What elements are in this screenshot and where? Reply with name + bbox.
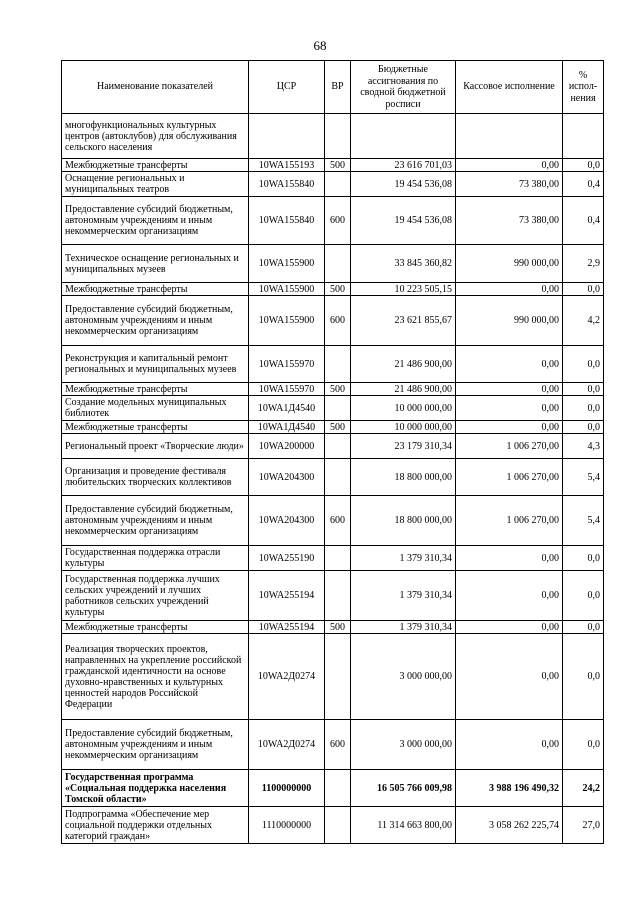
cell-cash: 0,00 [456,383,563,396]
table-row [62,459,604,496]
cell-cash: 0,00 [456,346,563,383]
cell-assigned: 1 379 310,34 [351,621,456,634]
cell-assigned: 10 000 000,00 [351,396,456,421]
cell-name: Межбюджетные трансферты [62,383,249,396]
cell-vr: 500 [325,383,351,396]
cell-percent: 0,0 [563,621,604,634]
cell-percent: 0,4 [563,197,604,245]
table-row [62,496,604,546]
cell-vr [325,571,351,621]
cell-assigned: 23 621 855,67 [351,296,456,346]
cell-csr: 10WA1Д4540 [249,396,325,421]
table-row [62,396,604,421]
cell-percent: 4,3 [563,434,604,459]
table-body [62,114,604,844]
cell-percent: 5,4 [563,496,604,546]
cell-assigned: 21 486 900,00 [351,383,456,396]
cell-percent: 0,0 [563,720,604,770]
cell-percent: 0,0 [563,159,604,172]
cell-percent [563,114,604,159]
cell-cash: 0,00 [456,283,563,296]
table-row [62,346,604,383]
cell-csr: 10WA255194 [249,621,325,634]
cell-percent: 0,0 [563,383,604,396]
cell-assigned: 23 179 310,34 [351,434,456,459]
cell-cash: 990 000,00 [456,245,563,283]
cell-vr: 600 [325,296,351,346]
cell-vr [325,396,351,421]
cell-name: Межбюджетные трансферты [62,421,249,434]
cell-csr [249,114,325,159]
header-vr: ВР [325,61,351,114]
header-assigned: Бюджетные ассигнования по сводной бюджетной росписи [351,61,456,114]
cell-assigned: 16 505 766 009,98 [351,770,456,807]
cell-name: Предоставление субсидий бюджетным, автономным учреждениям и иным некоммерческим организациям [62,197,249,245]
cell-name: многофункциональных культурных центров (автоклубов) для обслуживания сельского населения [62,114,249,159]
cell-percent: 24,2 [563,770,604,807]
cell-assigned: 3 000 000,00 [351,634,456,720]
table-row [62,197,604,245]
cell-cash: 0,00 [456,159,563,172]
cell-assigned: 1 379 310,34 [351,546,456,571]
cell-assigned: 33 845 360,82 [351,245,456,283]
cell-cash: 0,00 [456,421,563,434]
cell-assigned: 21 486 900,00 [351,346,456,383]
cell-percent: 0,0 [563,346,604,383]
table-header-row [62,61,604,114]
cell-vr [325,459,351,496]
cell-vr: 500 [325,621,351,634]
cell-percent: 4,2 [563,296,604,346]
cell-assigned: 10 000 000,00 [351,421,456,434]
table-row [62,421,604,434]
cell-name: Оснащение региональных и муниципальных театров [62,172,249,197]
cell-cash: 73 380,00 [456,172,563,197]
table-row [62,546,604,571]
cell-percent: 5,4 [563,459,604,496]
cell-assigned: 19 454 536,08 [351,197,456,245]
cell-assigned: 10 223 505,15 [351,283,456,296]
cell-name: Предоставление субсидий бюджетным, автономным учреждениям и иным некоммерческим организациям [62,720,249,770]
cell-vr [325,114,351,159]
cell-cash: 1 006 270,00 [456,434,563,459]
cell-assigned: 1 379 310,34 [351,571,456,621]
cell-csr: 10WA155840 [249,197,325,245]
cell-name: Региональный проект «Творческие люди» [62,434,249,459]
table-row [62,720,604,770]
cell-vr: 500 [325,159,351,172]
header-csr: ЦСР [249,61,325,114]
cell-csr: 10WA155840 [249,172,325,197]
cell-cash: 0,00 [456,546,563,571]
cell-csr: 10WA155900 [249,296,325,346]
cell-csr: 10WA255194 [249,571,325,621]
cell-csr: 10WA1Д4540 [249,421,325,434]
cell-assigned: 18 800 000,00 [351,459,456,496]
cell-csr: 10WA204300 [249,496,325,546]
page-number: 68 [313,38,327,53]
cell-name: Создание модельных муниципальных библиотек [62,396,249,421]
cell-percent: 0,0 [563,546,604,571]
cell-vr: 600 [325,720,351,770]
cell-percent: 0,4 [563,172,604,197]
cell-csr: 1100000000 [249,770,325,807]
table-row [62,383,604,396]
cell-csr: 10WA255190 [249,546,325,571]
table-row [62,571,604,621]
cell-name: Реконструкция и капитальный ремонт региональных и муниципальных музеев [62,346,249,383]
cell-name: Реализация творческих проектов, направленных на укрепление российской гражданской идентичности на основе духовно-нравственных и культурных ценностей народов Российской Федерации [62,634,249,720]
table-row [62,172,604,197]
table-row [62,245,604,283]
header-cash: Кассовое исполнение [456,61,563,114]
cell-name: Межбюджетные трансферты [62,621,249,634]
table-row [62,296,604,346]
cell-assigned [351,114,456,159]
cell-assigned: 18 800 000,00 [351,496,456,546]
cell-csr: 10WA155970 [249,383,325,396]
table-row [62,634,604,720]
cell-csr: 10WA2Д0274 [249,634,325,720]
cell-csr: 10WA2Д0274 [249,720,325,770]
cell-percent: 0,0 [563,571,604,621]
cell-csr: 10WA155193 [249,159,325,172]
cell-percent: 0,0 [563,283,604,296]
cell-assigned: 11 314 663 800,00 [351,807,456,844]
table-row [62,283,604,296]
cell-csr: 10WA204300 [249,459,325,496]
cell-assigned: 23 616 701,03 [351,159,456,172]
cell-vr: 600 [325,496,351,546]
cell-percent: 0,0 [563,396,604,421]
cell-cash: 0,00 [456,571,563,621]
table-row [62,770,604,807]
cell-vr [325,172,351,197]
cell-vr [325,245,351,283]
cell-name: Государственная поддержка отрасли культуры [62,546,249,571]
cell-assigned: 19 454 536,08 [351,172,456,197]
cell-vr [325,634,351,720]
cell-cash: 0,00 [456,720,563,770]
cell-cash: 0,00 [456,634,563,720]
cell-vr [325,346,351,383]
cell-percent: 27,0 [563,807,604,844]
cell-name: Организация и проведение фестиваля любительских творческих коллективов [62,459,249,496]
cell-percent: 0,0 [563,421,604,434]
cell-name: Государственная программа «Социальная поддержка населения Томской области» [62,770,249,807]
table-row [62,807,604,844]
cell-cash: 73 380,00 [456,197,563,245]
cell-csr: 10WA155900 [249,245,325,283]
cell-csr: 10WA155970 [249,346,325,383]
cell-vr: 600 [325,197,351,245]
cell-name: Подпрограмма «Обеспечение мер социальной поддержки отдельных категорий граждан» [62,807,249,844]
cell-cash: 3 988 196 490,32 [456,770,563,807]
cell-name: Техническое оснащение региональных и муниципальных музеев [62,245,249,283]
cell-vr: 500 [325,283,351,296]
header-percent: % испол-нения [563,61,604,114]
cell-cash: 1 006 270,00 [456,459,563,496]
cell-cash: 3 058 262 225,74 [456,807,563,844]
table-row [62,434,604,459]
table-row [62,159,604,172]
cell-vr [325,770,351,807]
cell-vr [325,807,351,844]
cell-csr: 10WA200000 [249,434,325,459]
cell-percent: 2,9 [563,245,604,283]
cell-vr: 500 [325,421,351,434]
cell-cash: 0,00 [456,621,563,634]
cell-cash: 1 006 270,00 [456,496,563,546]
cell-vr [325,546,351,571]
cell-csr: 10WA155900 [249,283,325,296]
cell-cash: 0,00 [456,396,563,421]
cell-name: Государственная поддержка лучших сельских учреждений и лучших работников сельских учреждений культуры [62,571,249,621]
cell-name: Предоставление субсидий бюджетным, автономным учреждениям и иным некоммерческим организациям [62,296,249,346]
cell-percent: 0,0 [563,634,604,720]
cell-assigned: 3 000 000,00 [351,720,456,770]
table-row [62,114,604,159]
cell-csr: 1110000000 [249,807,325,844]
cell-name: Межбюджетные трансферты [62,159,249,172]
cell-name: Предоставление субсидий бюджетным, автономным учреждениям и иным некоммерческим организациям [62,496,249,546]
header-name: Наименование показателей [62,61,249,114]
budget-table [61,60,604,844]
cell-cash [456,114,563,159]
cell-name: Межбюджетные трансферты [62,283,249,296]
table-row [62,621,604,634]
cell-vr [325,434,351,459]
cell-cash: 990 000,00 [456,296,563,346]
